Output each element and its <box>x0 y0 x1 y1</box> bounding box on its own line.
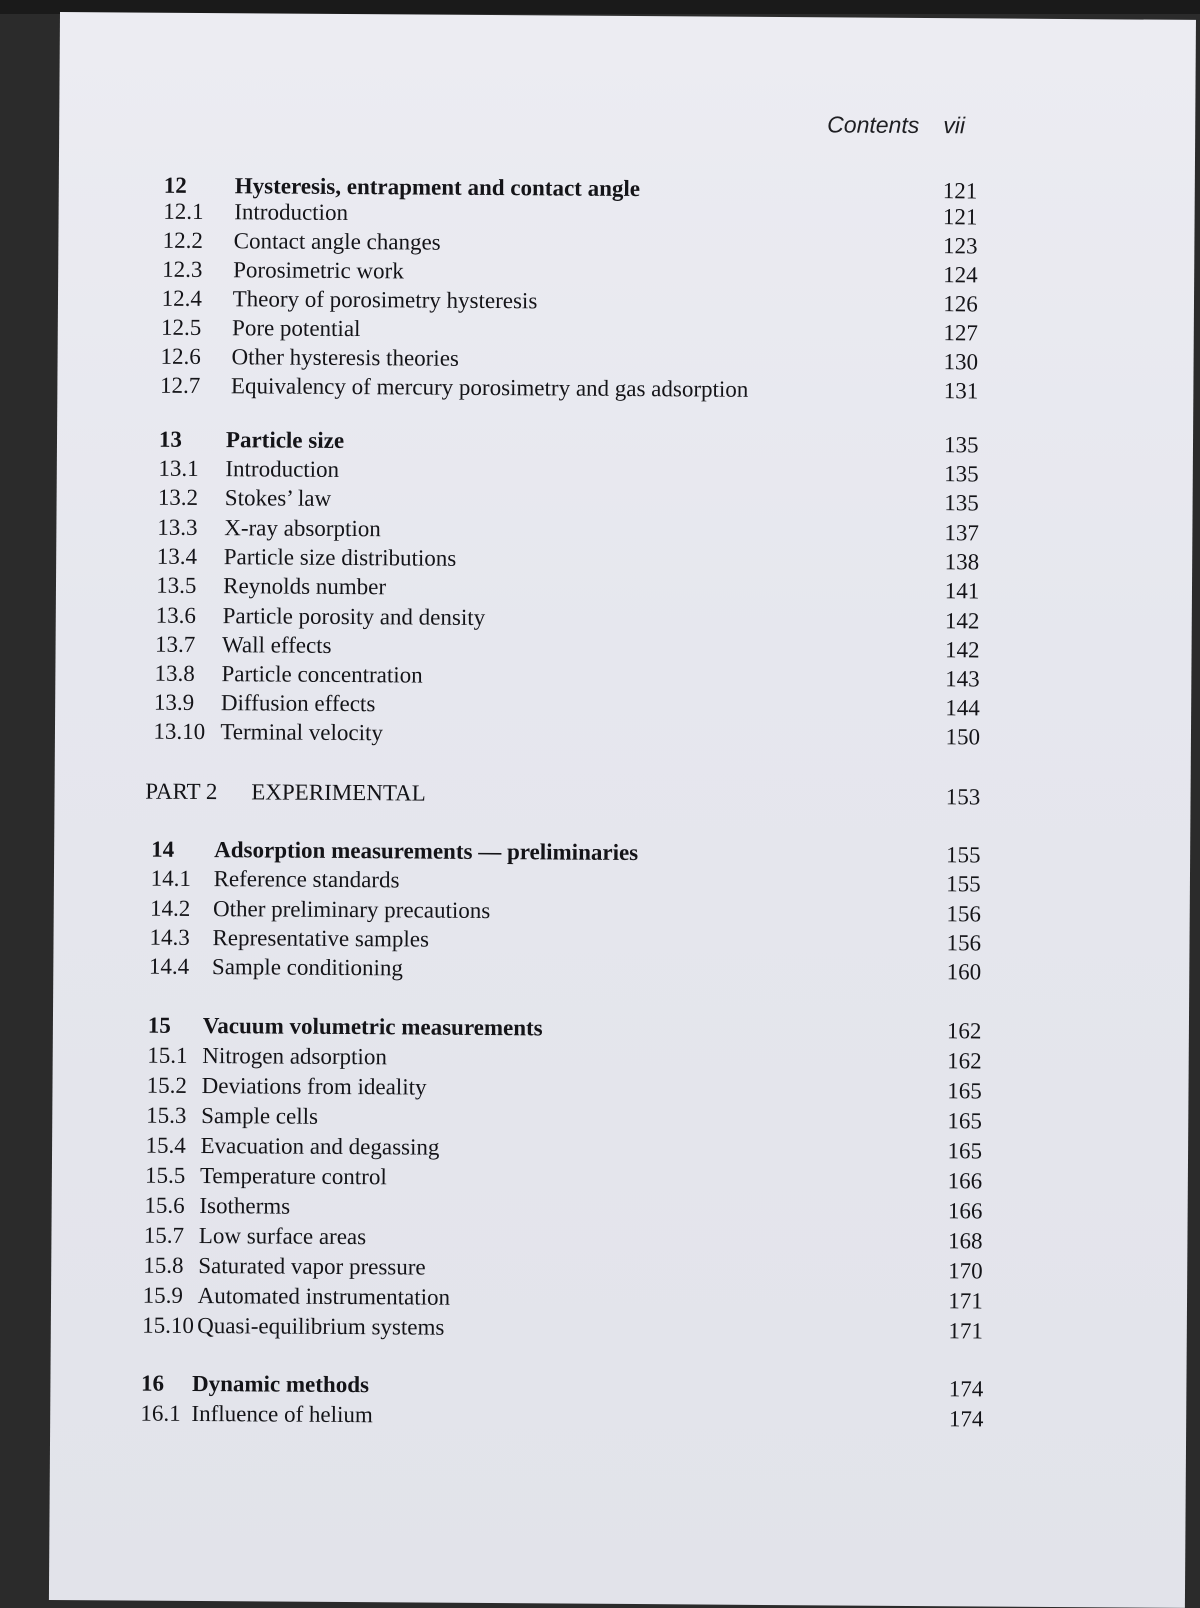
entry-title: Deviations from ideality <box>201 1073 427 1100</box>
entry-number: 14.2 <box>149 895 191 921</box>
entry-title: Pore potential <box>231 315 361 342</box>
header-page-number: vii <box>943 112 966 139</box>
entry-title: Evacuation and degassing <box>200 1133 440 1160</box>
entry-title: Influence of helium <box>191 1400 373 1428</box>
entry-number: 15.6 <box>144 1192 185 1218</box>
entry-page-number: 121 <box>942 204 978 230</box>
book-page <box>49 12 1196 1608</box>
entry-page-number: 162 <box>946 1018 982 1044</box>
entry-number: 16.1 <box>140 1400 181 1426</box>
entry-title: Reynolds number <box>223 573 387 600</box>
entry-title: Theory of porosimetry hysteresis <box>232 286 538 314</box>
toc-section-row <box>140 1401 1140 1438</box>
toc-section-row <box>149 954 1149 991</box>
header-label: Contents <box>827 111 920 139</box>
entry-title: Stokes’ law <box>224 485 332 511</box>
entry-page-number: 135 <box>943 432 979 458</box>
entry-number: 12.2 <box>162 227 204 254</box>
entry-page-number: 174 <box>948 1376 984 1402</box>
entry-title: Isotherms <box>199 1193 291 1219</box>
entry-number: 13.8 <box>154 660 195 686</box>
entry-page-number: 127 <box>943 320 979 346</box>
entry-number: 14 <box>151 836 175 862</box>
entry-number: 13.7 <box>154 631 196 657</box>
entry-title: Particle size distributions <box>223 544 457 571</box>
entry-title: Introduction <box>225 456 340 482</box>
entry-title: Representative samples <box>212 925 430 952</box>
entry-title: Introduction <box>234 199 349 226</box>
entry-number: 15.5 <box>144 1162 186 1188</box>
entry-page-number: 142 <box>944 637 980 663</box>
entry-title: Dynamic methods <box>191 1370 370 1398</box>
entry-number: 15.1 <box>147 1042 188 1068</box>
entry-page-number: 144 <box>945 695 980 721</box>
toc-part-row <box>145 779 1145 816</box>
entry-title: Other hysteresis theories <box>231 344 460 371</box>
entry-page-number: 150 <box>945 724 981 750</box>
entry-title: X-ray absorption <box>224 515 381 542</box>
entry-title: Terminal velocity <box>220 719 384 746</box>
entry-page-number: 156 <box>946 901 981 927</box>
entry-number: 12.1 <box>163 198 204 225</box>
entry-page-number: 162 <box>947 1048 982 1074</box>
entry-number: 15.9 <box>142 1282 184 1308</box>
entry-page-number: 142 <box>944 608 980 634</box>
entry-page-number: 156 <box>946 930 982 956</box>
entry-number: 12 <box>163 172 187 198</box>
entry-number: 13.4 <box>156 543 198 569</box>
entry-number: 15.10 <box>142 1312 194 1338</box>
entry-title: Diffusion effects <box>220 690 376 717</box>
entry-page-number: 137 <box>944 520 980 546</box>
entry-title: Sample cells <box>201 1103 319 1129</box>
entry-page-number: 153 <box>945 784 981 810</box>
entry-title: Wall effects <box>221 632 332 658</box>
entry-title: Porosimetric work <box>233 257 404 284</box>
entry-number: 14.4 <box>148 953 190 979</box>
entry-number: 12.5 <box>160 314 202 340</box>
entry-title: Quasi-equilibrium systems <box>197 1312 445 1340</box>
entry-page-number: 138 <box>944 549 980 575</box>
toc-section-row <box>160 373 1160 410</box>
toc-section-row <box>153 719 1153 756</box>
entry-number: 13.10 <box>153 718 206 745</box>
entry-number: 15.2 <box>146 1072 188 1098</box>
table-of-contents <box>49 12 1196 1608</box>
entry-page-number: 124 <box>943 262 978 288</box>
entry-title: Other preliminary precautions <box>212 896 491 924</box>
entry-number: 13.1 <box>158 455 199 481</box>
entry-page-number: 174 <box>948 1406 984 1432</box>
entry-number: 12.6 <box>160 343 201 369</box>
entry-page-number: 171 <box>948 1288 983 1314</box>
entry-title: Equivalency of mercury porosimetry and gas adsorption <box>230 373 749 402</box>
entry-page-number: 165 <box>947 1078 982 1104</box>
entry-page-number: 123 <box>942 233 978 259</box>
entry-title: Nitrogen adsorption <box>202 1043 387 1070</box>
entry-number: PART 2 <box>145 778 218 805</box>
entry-number: 15.3 <box>146 1102 187 1128</box>
entry-page-number: 166 <box>947 1198 983 1224</box>
entry-title: Adsorption measurements — preliminaries <box>214 837 639 866</box>
entry-number: 12.3 <box>162 256 203 283</box>
entry-page-number: 171 <box>948 1318 984 1344</box>
entry-number: 14.1 <box>150 865 191 891</box>
entry-page-number: 165 <box>947 1138 983 1164</box>
entry-title: Particle size <box>225 427 345 453</box>
entry-number: 12.7 <box>159 372 201 398</box>
entry-page-number: 126 <box>943 291 978 317</box>
entry-number: 15 <box>147 1012 171 1038</box>
entry-number: 13.5 <box>156 572 197 598</box>
entry-number: 13.6 <box>155 602 196 628</box>
entry-title: Temperature control <box>199 1163 387 1190</box>
entry-number: 13 <box>158 426 183 452</box>
entry-page-number: 166 <box>947 1168 983 1194</box>
entry-page-number: 165 <box>947 1108 983 1134</box>
entry-page-number: 155 <box>946 842 981 868</box>
entry-title: Sample conditioning <box>211 954 404 981</box>
entry-number: 15.7 <box>143 1222 185 1248</box>
entry-number: 13.2 <box>157 484 199 510</box>
entry-page-number: 160 <box>946 959 982 985</box>
entry-number: 16 <box>140 1370 165 1396</box>
entry-page-number: 170 <box>948 1258 983 1284</box>
entry-title: Vacuum volumetric measurements <box>202 1013 543 1041</box>
entry-title: Automated instrumentation <box>197 1282 451 1310</box>
entry-page-number: 141 <box>944 578 980 604</box>
entry-title: EXPERIMENTAL <box>251 779 426 806</box>
entry-number: 15.8 <box>143 1252 184 1278</box>
entry-title: Contact angle changes <box>233 228 441 255</box>
entry-number: 14.3 <box>149 924 190 950</box>
entry-title: Particle porosity and density <box>222 603 486 630</box>
entry-title: Reference standards <box>213 866 400 893</box>
entry-number: 15.4 <box>145 1132 186 1158</box>
entry-page-number: 121 <box>942 178 978 204</box>
entry-page-number: 135 <box>944 490 979 516</box>
entry-title: Low surface areas <box>198 1222 367 1250</box>
entry-page-number: 168 <box>947 1228 983 1254</box>
entry-page-number: 130 <box>943 349 979 375</box>
entry-title: Hysteresis, entrapment and contact angle <box>234 173 641 202</box>
entry-number: 13.3 <box>157 514 198 540</box>
entry-title: Particle concentration <box>221 661 423 688</box>
entry-number: 13.9 <box>153 689 195 715</box>
entry-page-number: 155 <box>946 871 981 897</box>
entry-title: Saturated vapor pressure <box>198 1252 426 1280</box>
entry-number: 12.4 <box>161 285 202 311</box>
entry-page-number: 131 <box>943 378 979 404</box>
entry-page-number: 135 <box>944 461 979 487</box>
toc-section-row <box>142 1313 1142 1350</box>
entry-page-number: 143 <box>945 666 980 692</box>
